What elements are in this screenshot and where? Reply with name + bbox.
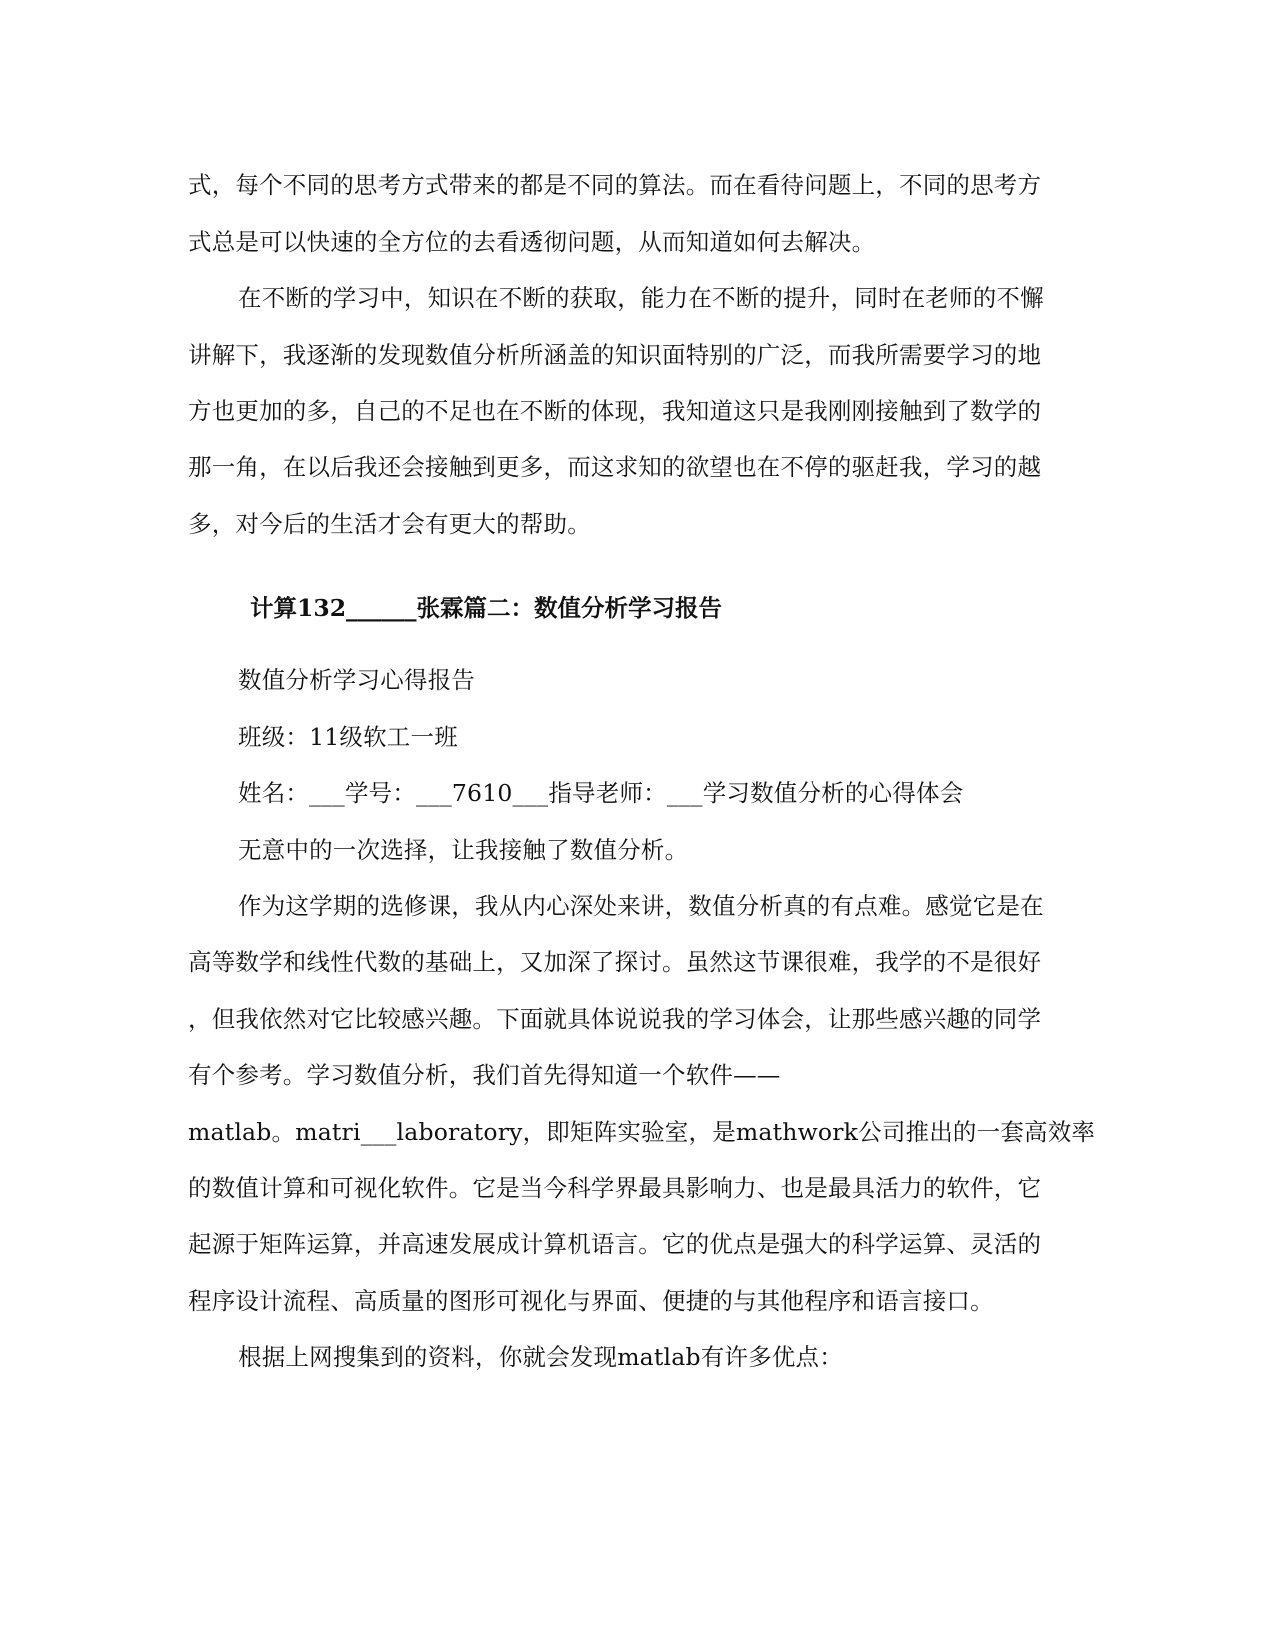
- paragraph-line: matlab。matri___laboratory，即矩阵实验室，是mathwork公司推出的一套高效率: [188, 1118, 1096, 1146]
- paragraph-line: 高等数学和线性代数的基础上，又加深了探讨。虽然这节课很难，我学的不是很好: [188, 948, 1042, 976]
- paragraph-line: 那一角，在以后我还会接触到更多，而这求知的欲望也在不停的驱赶我，学习的越: [188, 453, 1042, 481]
- student-info: 姓名：___学号：___7610___指导老师：___学习数值分析的心得体会: [238, 779, 964, 807]
- paragraph-line: 方也更加的多，自己的不足也在不断的体现，我知道这只是我刚刚接触到了数学的: [188, 397, 1042, 425]
- paragraph-line: 讲解下，我逐渐的发现数值分析所涵盖的知识面特别的广泛，而我所需要学习的地: [188, 341, 1042, 369]
- paragraph-line: ，但我依然对它比较感兴趣。下面就具体说说我的学习体会，让那些感兴趣的同学: [188, 1005, 1042, 1033]
- paragraph-line: 式总是可以快速的全方位的去看透彻问题，从而知道如何去解决。: [188, 228, 876, 256]
- paragraph-line: 在不断的学习中，知识在不断的获取，能力在不断的提升，同时在老师的不懈: [238, 284, 1044, 312]
- paragraph-line: 式，每个不同的思考方式带来的都是不同的算法。而在看待问题上，不同的思考方: [188, 171, 1042, 199]
- report-title: 数值分析学习心得报告: [238, 666, 475, 694]
- paragraph-line: 多，对今后的生活才会有更大的帮助。: [188, 510, 591, 538]
- paragraph-line: 的数值计算和可视化软件。它是当今科学界最具影响力、也是最具活力的软件，它: [188, 1174, 1042, 1202]
- section-heading: 计算132______张霖篇二：数值分析学习报告: [250, 594, 723, 622]
- paragraph-line: 无意中的一次选择，让我接触了数值分析。: [238, 836, 689, 864]
- paragraph-line: 起源于矩阵运算，并高速发展成计算机语言。它的优点是强大的科学运算、灵活的: [188, 1230, 1042, 1258]
- class-info: 班级：11级软工一班: [238, 723, 458, 751]
- paragraph-line: 程序设计流程、高质量的图形可视化与界面、便捷的与其他程序和语言接口。: [188, 1287, 994, 1315]
- paragraph-line: 有个参考。学习数值分析，我们首先得知道一个软件——: [188, 1061, 781, 1089]
- paragraph-line: 根据上网搜集到的资料，你就会发现matlab有许多优点：: [238, 1343, 843, 1371]
- paragraph-line: 作为这学期的选修课，我从内心深处来讲，数值分析真的有点难。感觉它是在: [238, 892, 1044, 920]
